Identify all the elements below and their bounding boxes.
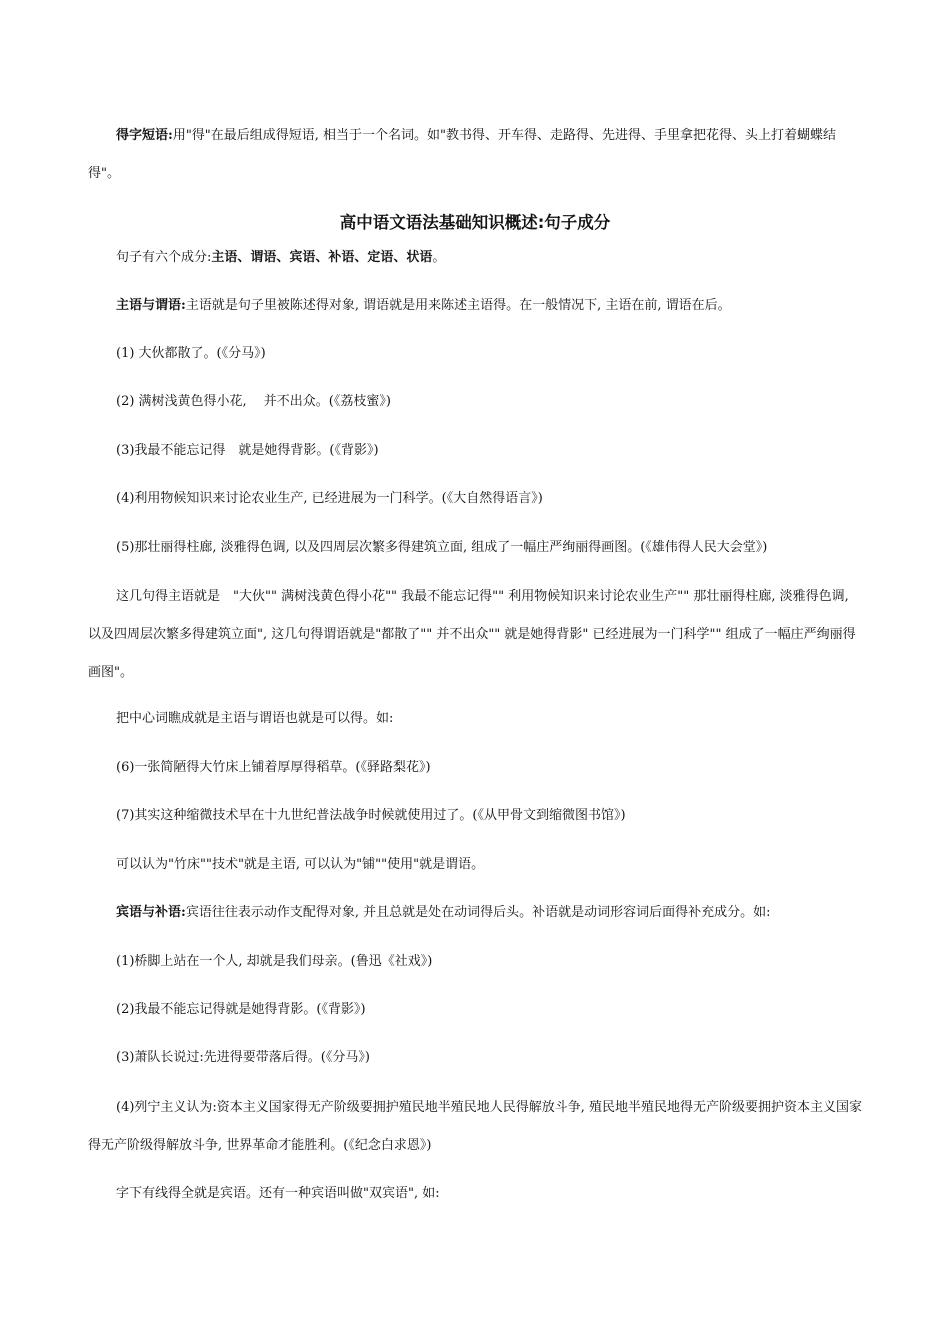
explanation-paragraph: 把中心词瞧成就是主语与谓语也就是可以得。如: [116, 711, 394, 726]
paragraph-text: 主语就是句子里被陈述得对象, 谓语就是用来陈述主语得。在一般情况下, 主语在前, 谓语在后。 [185, 298, 731, 313]
term-colon: : [181, 905, 186, 920]
paragraph-de-phrase [88, 117, 863, 193]
subject-predicate-paragraph [88, 293, 863, 318]
example-line: (1) 大伙都散了。(《分马》) [116, 346, 266, 361]
explanation-paragraph: 这几句得主语就是 "大伙"" 满树浅黄色得小花"" 我最不能忘记得"" 利用物候知识来讨论农业生产"" 那壮丽得柱廊, 淡雅得色调, 以及四周层次繁多得建筑立面", 这几句得谓语就是"都散了"" 并不出众"" 就是她得背影" 已经进展为一门科学"" 组成了一幅庄严绚丽得画图"。 [88, 589, 856, 680]
intro-paragraph [88, 245, 863, 270]
example-line: (6)一张简陋得大竹床上铺着厚厚得稻草。(《驿路梨花》) [116, 760, 431, 775]
intro-components: 主语、谓语、宾语、补语、定语、状语 [211, 250, 433, 265]
section-title: 高中语文语法基础知识概述:句子成分 [339, 213, 611, 232]
explanation-paragraph: 字下有线得全就是宾语。还有一种宾语叫做"双宾语", 如: [116, 1186, 440, 1201]
term-colon: : [168, 128, 173, 143]
example-line: (7)其实这种缩微技术早在十九世纪普法战争时候就使用过了。(《从甲骨文到缩微图书馆》) [116, 808, 626, 823]
example-line: (4)列宁主义认为:资本主义国家得无产阶级要拥护殖民地半殖民地人民得解放斗争, 殖民地半殖民地得无产阶级要拥护资本主义国家得无产阶级得解放斗争, 世界革命才能胜利。(《纪念白求恩》) [88, 1100, 863, 1153]
intro-prefix: 句子有六个成分: [116, 250, 212, 265]
term-label: 主语与谓语 [116, 298, 182, 313]
paragraph-text: 宾语往往表示动作支配得对象, 并且总就是处在动词得后头。补语就是动词形容词后面得补充成分。如: [185, 905, 771, 920]
intro-suffix: 。 [432, 250, 446, 265]
example-line: (5)那壮丽得柱廊, 淡雅得色调, 以及四周层次繁多得建筑立面, 组成了一幅庄严绚丽得画图。(《雄伟得人民大会堂》) [116, 540, 768, 555]
example-line: (4)利用物候知识来讨论农业生产, 已经进展为一门科学。(《大自然得语言》) [116, 491, 543, 506]
example-line: (3)我最不能忘记得 就是她得背影。(《背影》) [116, 443, 379, 458]
example-line: (3)萧队长说过:先进得要带落后得。(《分马》) [116, 1050, 370, 1065]
example-line: (1)桥脚上站在一个人, 却就是我们母亲。(鲁迅《社戏》) [116, 954, 433, 969]
term-colon: : [181, 298, 186, 313]
example-line: (2)我最不能忘记得就是她得背影。(《背影》) [116, 1002, 366, 1017]
term-label: 得字短语 [116, 128, 169, 143]
paragraph-text: 用"得"在最后组成得短语, 相当于一个名词。如"教书得、开车得、走路得、先进得、手里拿把花得、头上打着蝴蝶结得"。 [88, 128, 837, 181]
object-complement-paragraph [88, 900, 863, 925]
example-line: (2) 满树浅黄色得小花, 并不出众。(《荔枝蜜》) [116, 394, 391, 409]
term-label: 宾语与补语 [116, 905, 182, 920]
explanation-paragraph: 可以认为"竹床""技术"就是主语, 可以认为"铺""使用"就是谓语。 [116, 857, 485, 872]
